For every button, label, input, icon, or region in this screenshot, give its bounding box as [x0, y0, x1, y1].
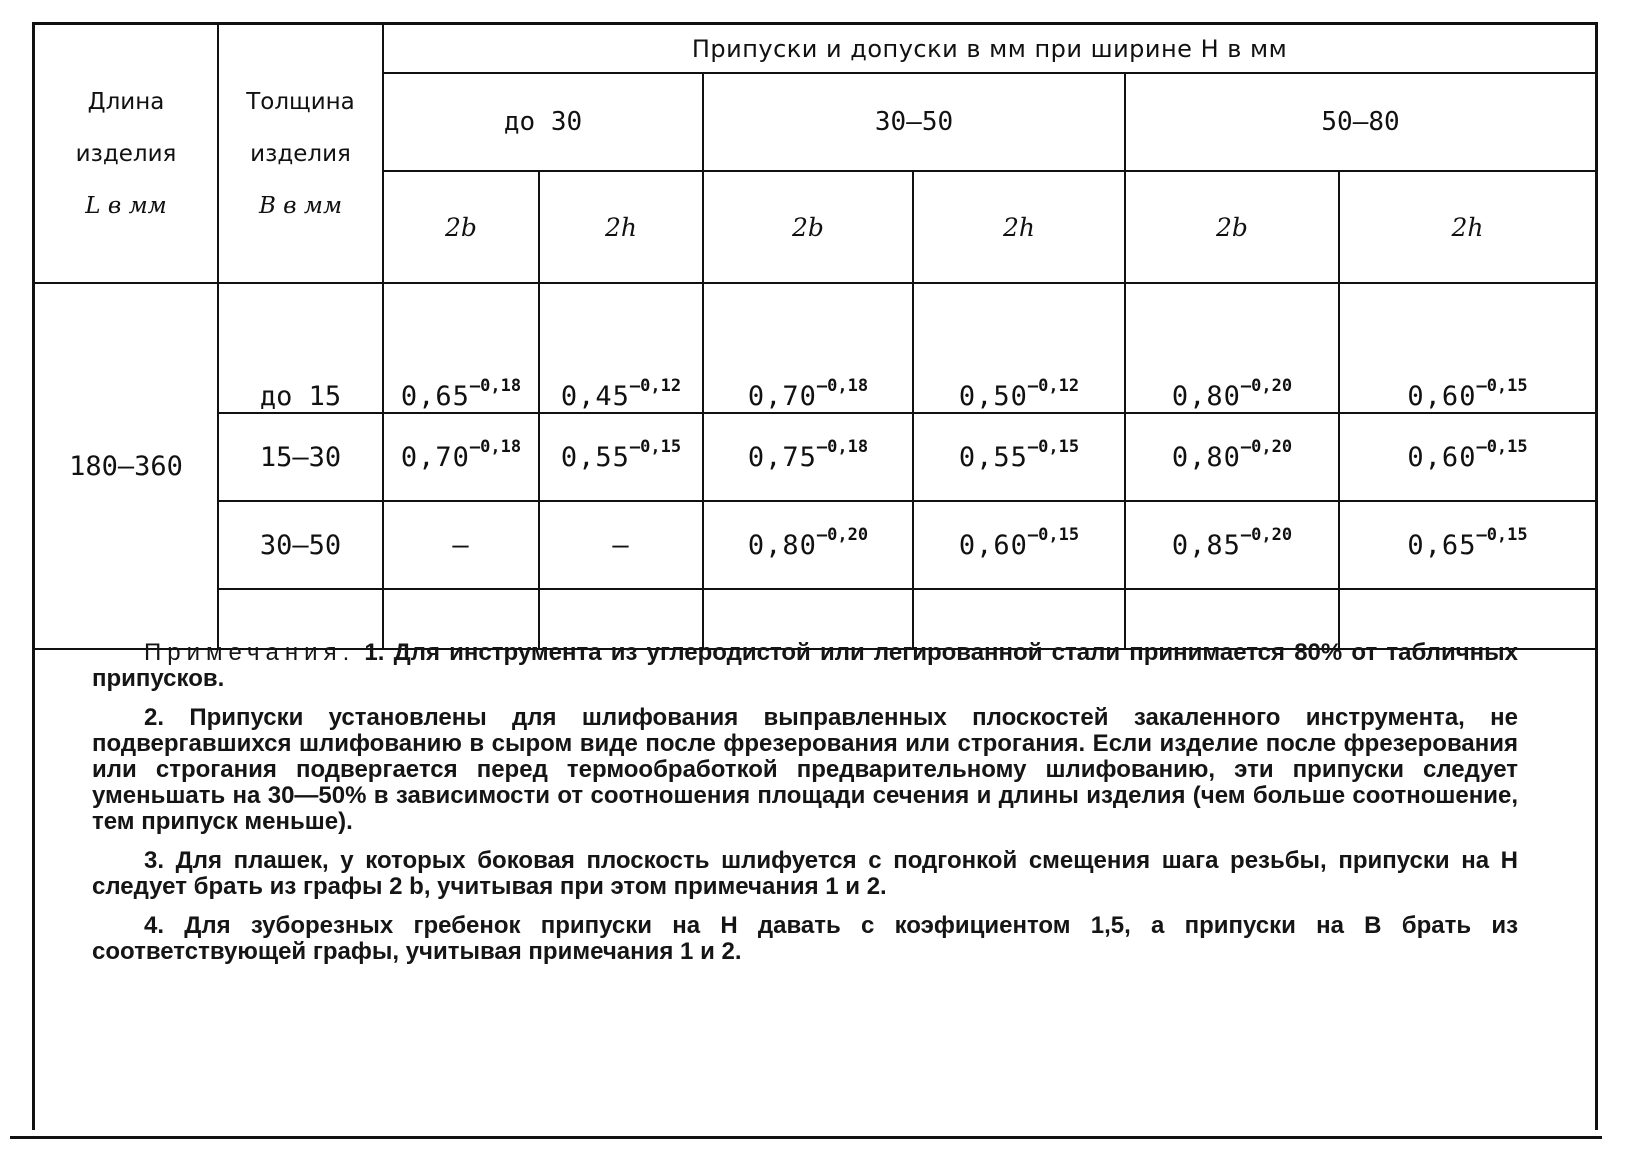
allowance-table	[35, 25, 1595, 650]
tolerance: —0,12	[1027, 376, 1080, 396]
tolerance: —0,20	[1240, 437, 1293, 457]
subheader-2h: 2h	[539, 171, 703, 283]
tolerance: —0,15	[1476, 437, 1528, 457]
notes-section	[92, 640, 1518, 978]
tolerance: —0,18	[816, 437, 869, 457]
value-number: 0,55	[958, 442, 1028, 473]
header-length-line1: Длина	[87, 88, 165, 115]
value-number: 0,80	[1171, 381, 1241, 412]
header-thickness-line2: изделия	[250, 140, 351, 167]
value-number: 0,75	[747, 442, 817, 473]
header-thickness-line3: B в мм	[258, 192, 343, 219]
header-thickness-line1: Толщина	[246, 88, 355, 115]
tolerance: —0,18	[469, 437, 522, 457]
value-number: 0,60	[1407, 381, 1477, 412]
subheader-2h: 2h	[1339, 171, 1595, 283]
value-number: 0,70	[400, 442, 470, 473]
value-cell	[1125, 501, 1339, 589]
tolerance: —0,15	[1027, 437, 1080, 457]
header-length-line2: изделия	[75, 140, 177, 167]
header-length	[35, 25, 218, 283]
value-number: 0,45	[560, 381, 630, 412]
value-number: 0,60	[958, 530, 1028, 561]
value-cell	[383, 501, 539, 589]
tolerance: —0,20	[816, 525, 869, 545]
value-number: 0,65	[400, 381, 470, 412]
value-cell	[383, 413, 539, 501]
value-cell	[913, 501, 1125, 589]
note-4: 4. Для зуборезных гребенок припуски на H давать с коэфициентом 1,5, а припуски на B брать из соответствующей графы, учитывая примечания 1 и 2.	[92, 912, 1518, 965]
thickness-cell: 30—50	[218, 501, 383, 589]
tolerance: —0,20	[1240, 376, 1293, 396]
note-3: 3. Для плашек, у которых боковая плоскость шлифуется с подгонкой смещения шага резьбы, припуски на H следует брать из графы 2 b, учитывая при этом примечания 1 и 2.	[92, 847, 1518, 900]
value-number: 0,55	[560, 442, 630, 473]
tolerance: —0,18	[816, 376, 869, 396]
thickness-cell: 15—30	[218, 413, 383, 501]
subheader-2b: 2b	[1125, 171, 1339, 283]
value-number: 0,80	[747, 530, 817, 561]
subheader-2h: 2h	[913, 171, 1125, 283]
value-number: 0,85	[1171, 530, 1241, 561]
value-cell	[703, 501, 913, 589]
note-text: 1. Для инструмента из углеродистой или легированной стали принимается 80% от табличных припусков.	[92, 639, 1519, 692]
value-cell	[1339, 283, 1595, 413]
value-cell	[1125, 413, 1339, 501]
header-range-2: 30—50	[703, 73, 1125, 171]
bottom-rule	[10, 1136, 1602, 1139]
value-number: —	[612, 530, 630, 561]
note-2: 2. Припуски установлены для шлифования выправленных плоскостей закаленного инструмента, не подвергавшихся шлифованию в сыром виде после фрезерования или строгания. Если изделие после фрезерования или строгания подвергается перед термообработкой предварительному шлифованию, эти припуски следует уменьшать на 30—50% в зависимости от соотношения площади сечения и длины изделия (чем больше соотношение, тем припуск меньше).	[92, 704, 1518, 835]
value-cell	[703, 413, 913, 501]
value-number: 0,70	[747, 381, 817, 412]
value-number: 0,60	[1407, 442, 1477, 473]
value-cell	[1339, 501, 1595, 589]
value-number: 0,80	[1171, 442, 1241, 473]
table-row	[35, 283, 1595, 413]
header-range-1: до 30	[383, 73, 703, 171]
header-length-line3: L в мм	[85, 192, 167, 219]
tolerance: —0,15	[1476, 525, 1528, 545]
subheader-2b: 2b	[703, 171, 913, 283]
header-main-title: Припуски и допуски в мм при ширине H в мм	[383, 25, 1595, 73]
value-cell	[539, 283, 703, 413]
value-cell	[539, 501, 703, 589]
value-cell	[383, 283, 539, 413]
value-cell	[913, 413, 1125, 501]
value-cell	[1339, 413, 1595, 501]
value-cell	[539, 413, 703, 501]
tolerance: —0,18	[469, 376, 522, 396]
notes-heading: Примечания.	[144, 639, 356, 666]
table-row	[35, 413, 1595, 501]
tolerance: —0,20	[1240, 525, 1293, 545]
value-number: 0,65	[1407, 530, 1477, 561]
thickness-cell: до 15	[218, 283, 383, 413]
value-cell	[913, 283, 1125, 413]
length-value: 180—360	[35, 283, 218, 649]
tolerance: —0,15	[1476, 376, 1528, 396]
note-1	[92, 640, 1518, 692]
tolerance: —0,15	[629, 437, 682, 457]
value-number: 0,50	[958, 381, 1028, 412]
value-cell	[1125, 283, 1339, 413]
table-row	[35, 501, 1595, 589]
tolerance: —0,15	[1027, 525, 1080, 545]
subheader-2b: 2b	[383, 171, 539, 283]
value-cell	[703, 283, 913, 413]
tolerance: —0,12	[629, 376, 682, 396]
header-thickness	[218, 25, 383, 283]
value-number: —	[452, 530, 470, 561]
header-range-3: 50—80	[1125, 73, 1595, 171]
